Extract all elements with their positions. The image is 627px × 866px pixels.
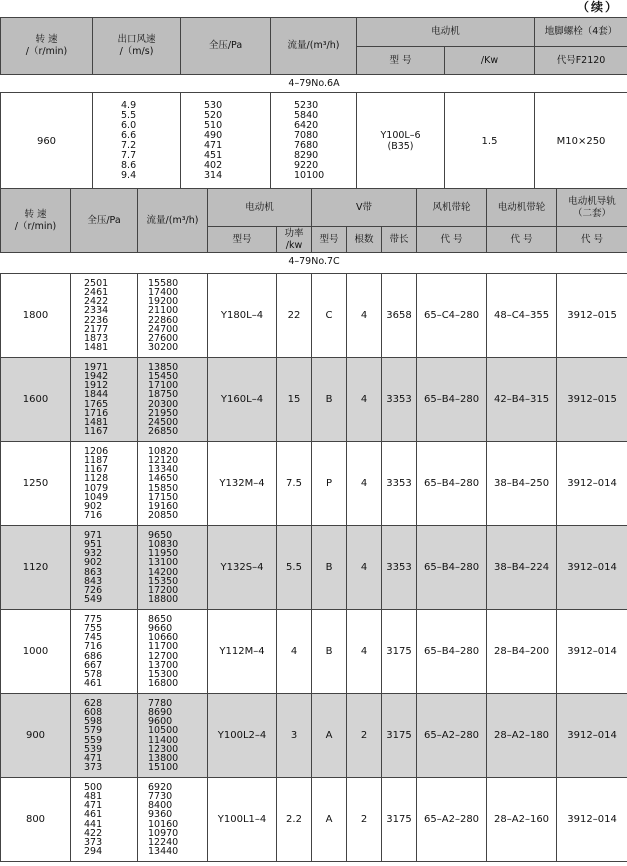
header2-speed: 转 速 /（r/min) — [1, 189, 71, 253]
row-speed: 1120 — [1, 526, 71, 610]
header-motor-power: /Kw — [445, 47, 535, 75]
cell-outlet-speeds: 4.9 5.5 6.0 6.6 7.2 7.7 8.6 9.4 — [93, 93, 181, 190]
cell-speed: 960 — [1, 93, 93, 190]
row-belt-length: 3658 — [382, 274, 417, 358]
row-motor-pulley: 48–C4–355 — [487, 274, 557, 358]
row-pressures: 1206 1187 1167 1128 1079 1049 902 716 — [71, 442, 138, 526]
row-belt-length: 3175 — [382, 778, 417, 862]
row-belt-length: 3353 — [382, 358, 417, 442]
row-belt-model: B — [312, 526, 347, 610]
row-belt-model: A — [312, 778, 347, 862]
row-motor-power: 15 — [277, 358, 312, 442]
row-belt-model: P — [312, 442, 347, 526]
header2-belt-length: 带长 — [382, 227, 417, 253]
row-motor-rail: 3912–014 — [557, 694, 627, 778]
header-outlet-speed: 出口风速 /（m/s) — [93, 18, 181, 75]
header2-belt-model: 型号 — [312, 227, 347, 253]
cell-motor-model: Y100L–6 (B35) — [357, 93, 445, 190]
row-belt-count: 2 — [347, 694, 382, 778]
row-fan-pulley: 65–B4–280 — [417, 358, 487, 442]
row-motor-model: Y180L–4 — [208, 274, 277, 358]
row-pressures: 628 608 598 579 559 539 471 373 — [71, 694, 138, 778]
row-motor-rail: 3912–015 — [557, 358, 627, 442]
row-flows: 15580 17400 19200 21100 22860 24700 27600 30200 — [138, 274, 208, 358]
row-motor-pulley: 28–A2–180 — [487, 694, 557, 778]
cell-pressures: 530 520 510 490 471 451 402 314 — [181, 93, 271, 190]
section-title-6a: 4–79No.6A — [1, 75, 627, 93]
row-motor-pulley: 28–A2–160 — [487, 778, 557, 862]
header-speed: 转 速 /（r/min) — [1, 18, 93, 75]
row-belt-length: 3353 — [382, 526, 417, 610]
table-row — [1, 274, 627, 358]
row-motor-power: 3 — [277, 694, 312, 778]
row-belt-count: 4 — [347, 274, 382, 358]
row-flows: 9650 10830 11950 13100 14200 15350 17200 18800 — [138, 526, 208, 610]
row-flows: 6920 7730 8400 9360 10160 10970 12240 13440 — [138, 778, 208, 862]
row-fan-pulley: 65–A2–280 — [417, 778, 487, 862]
row-belt-count: 4 — [347, 610, 382, 694]
row-motor-power: 2.2 — [277, 778, 312, 862]
row-belt-model: B — [312, 610, 347, 694]
table-row — [1, 526, 627, 610]
table-row — [1, 610, 627, 694]
row-motor-rail: 3912–015 — [557, 274, 627, 358]
cell-flows: 5230 5840 6420 7080 7680 8290 9220 10100 — [271, 93, 357, 190]
row-pressures: 2501 2461 2422 2334 2236 2177 1873 1481 — [71, 274, 138, 358]
cell-motor-power: 1.5 — [445, 93, 535, 190]
header2-fan-pulley: 风机带轮 — [417, 189, 487, 227]
row-fan-pulley: 65–A2–280 — [417, 694, 487, 778]
row-motor-pulley: 38–B4–224 — [487, 526, 557, 610]
header2-belt-count: 根数 — [347, 227, 382, 253]
row-belt-count: 4 — [347, 358, 382, 442]
row-pressures: 500 481 471 461 441 422 373 294 — [71, 778, 138, 862]
row-fan-pulley: 65–C4–280 — [417, 274, 487, 358]
row-belt-model: B — [312, 358, 347, 442]
row-speed: 1250 — [1, 442, 71, 526]
table-row — [1, 358, 627, 442]
row-motor-pulley: 28–B4–200 — [487, 610, 557, 694]
row-flows: 7780 8690 9600 10500 11400 12300 13800 15100 — [138, 694, 208, 778]
header2-pressure: 全压/Pa — [71, 189, 138, 253]
header2-fan-code: 代 号 — [417, 227, 487, 253]
row-motor-model: Y100L2–4 — [208, 694, 277, 778]
row-belt-model: A — [312, 694, 347, 778]
row-belt-model: C — [312, 274, 347, 358]
fan-spec-table-7c — [0, 188, 627, 862]
row-motor-power: 7.5 — [277, 442, 312, 526]
header-bolt: 地脚螺栓（4套） — [535, 18, 627, 47]
row-speed: 900 — [1, 694, 71, 778]
row-motor-rail: 3912–014 — [557, 778, 627, 862]
row-motor-power: 22 — [277, 274, 312, 358]
row-belt-length: 3353 — [382, 442, 417, 526]
header-bolt-code: 代号F2120 — [535, 47, 627, 75]
row-motor-rail: 3912–014 — [557, 442, 627, 526]
row-motor-model: Y112M–4 — [208, 610, 277, 694]
header2-flow: 流量/(m³/h) — [138, 189, 208, 253]
row-motor-rail: 3912–014 — [557, 610, 627, 694]
row-motor-model: Y100L1–4 — [208, 778, 277, 862]
row-belt-length: 3175 — [382, 694, 417, 778]
row-motor-model: Y132S–4 — [208, 526, 277, 610]
row-fan-pulley: 65–B4–280 — [417, 526, 487, 610]
fan-spec-table-6a — [0, 17, 627, 190]
header-flow: 流量/(m³/h) — [271, 18, 357, 75]
row-motor-model: Y132M–4 — [208, 442, 277, 526]
row-belt-count: 4 — [347, 442, 382, 526]
header2-motor-code: 代 号 — [487, 227, 557, 253]
row-speed: 1800 — [1, 274, 71, 358]
row-speed: 1600 — [1, 358, 71, 442]
header-pressure: 全压/Pa — [181, 18, 271, 75]
row-belt-count: 2 — [347, 778, 382, 862]
row-motor-rail: 3912–014 — [557, 526, 627, 610]
row-fan-pulley: 65–B4–280 — [417, 610, 487, 694]
header2-rail-code: 代 号 — [557, 227, 627, 253]
continued-mark: （续） — [576, 0, 619, 14]
header2-vbelt: V带 — [312, 189, 417, 227]
row-flows: 8650 9660 10660 11700 12700 13700 15300 16800 — [138, 610, 208, 694]
table-row — [1, 778, 627, 862]
row-motor-pulley: 38–B4–250 — [487, 442, 557, 526]
row-pressures: 971 951 932 902 863 843 726 549 — [71, 526, 138, 610]
header2-motor-model: 型号 — [208, 227, 277, 253]
header2-motor-pulley: 电动机带轮 — [487, 189, 557, 227]
header2-motor-rail: 电动机导轨 （二套） — [557, 189, 627, 227]
header2-motor: 电动机 — [208, 189, 312, 227]
row-fan-pulley: 65–B4–280 — [417, 442, 487, 526]
header2-motor-power: 功率 /kw — [277, 227, 312, 253]
header-motor: 电动机 — [357, 18, 535, 47]
table-row — [1, 694, 627, 778]
row-flows: 13850 15450 17100 18750 20300 21950 24500 26850 — [138, 358, 208, 442]
section-title-7c: 4–79No.7C — [1, 253, 627, 271]
row-belt-count: 4 — [347, 526, 382, 610]
row-speed: 1000 — [1, 610, 71, 694]
row-belt-length: 3175 — [382, 610, 417, 694]
row-motor-power: 4 — [277, 610, 312, 694]
table-row — [1, 442, 627, 526]
row-pressures: 1971 1942 1912 1844 1765 1716 1481 1167 — [71, 358, 138, 442]
row-flows: 10820 12120 13340 14650 15850 17150 19160 20850 — [138, 442, 208, 526]
row-motor-model: Y160L–4 — [208, 358, 277, 442]
cell-bolt: M10×250 — [535, 93, 627, 190]
row-speed: 800 — [1, 778, 71, 862]
row-motor-power: 5.5 — [277, 526, 312, 610]
row-pressures: 775 755 745 716 686 667 578 461 — [71, 610, 138, 694]
row-motor-pulley: 42–B4–315 — [487, 358, 557, 442]
header-motor-model: 型 号 — [357, 47, 445, 75]
